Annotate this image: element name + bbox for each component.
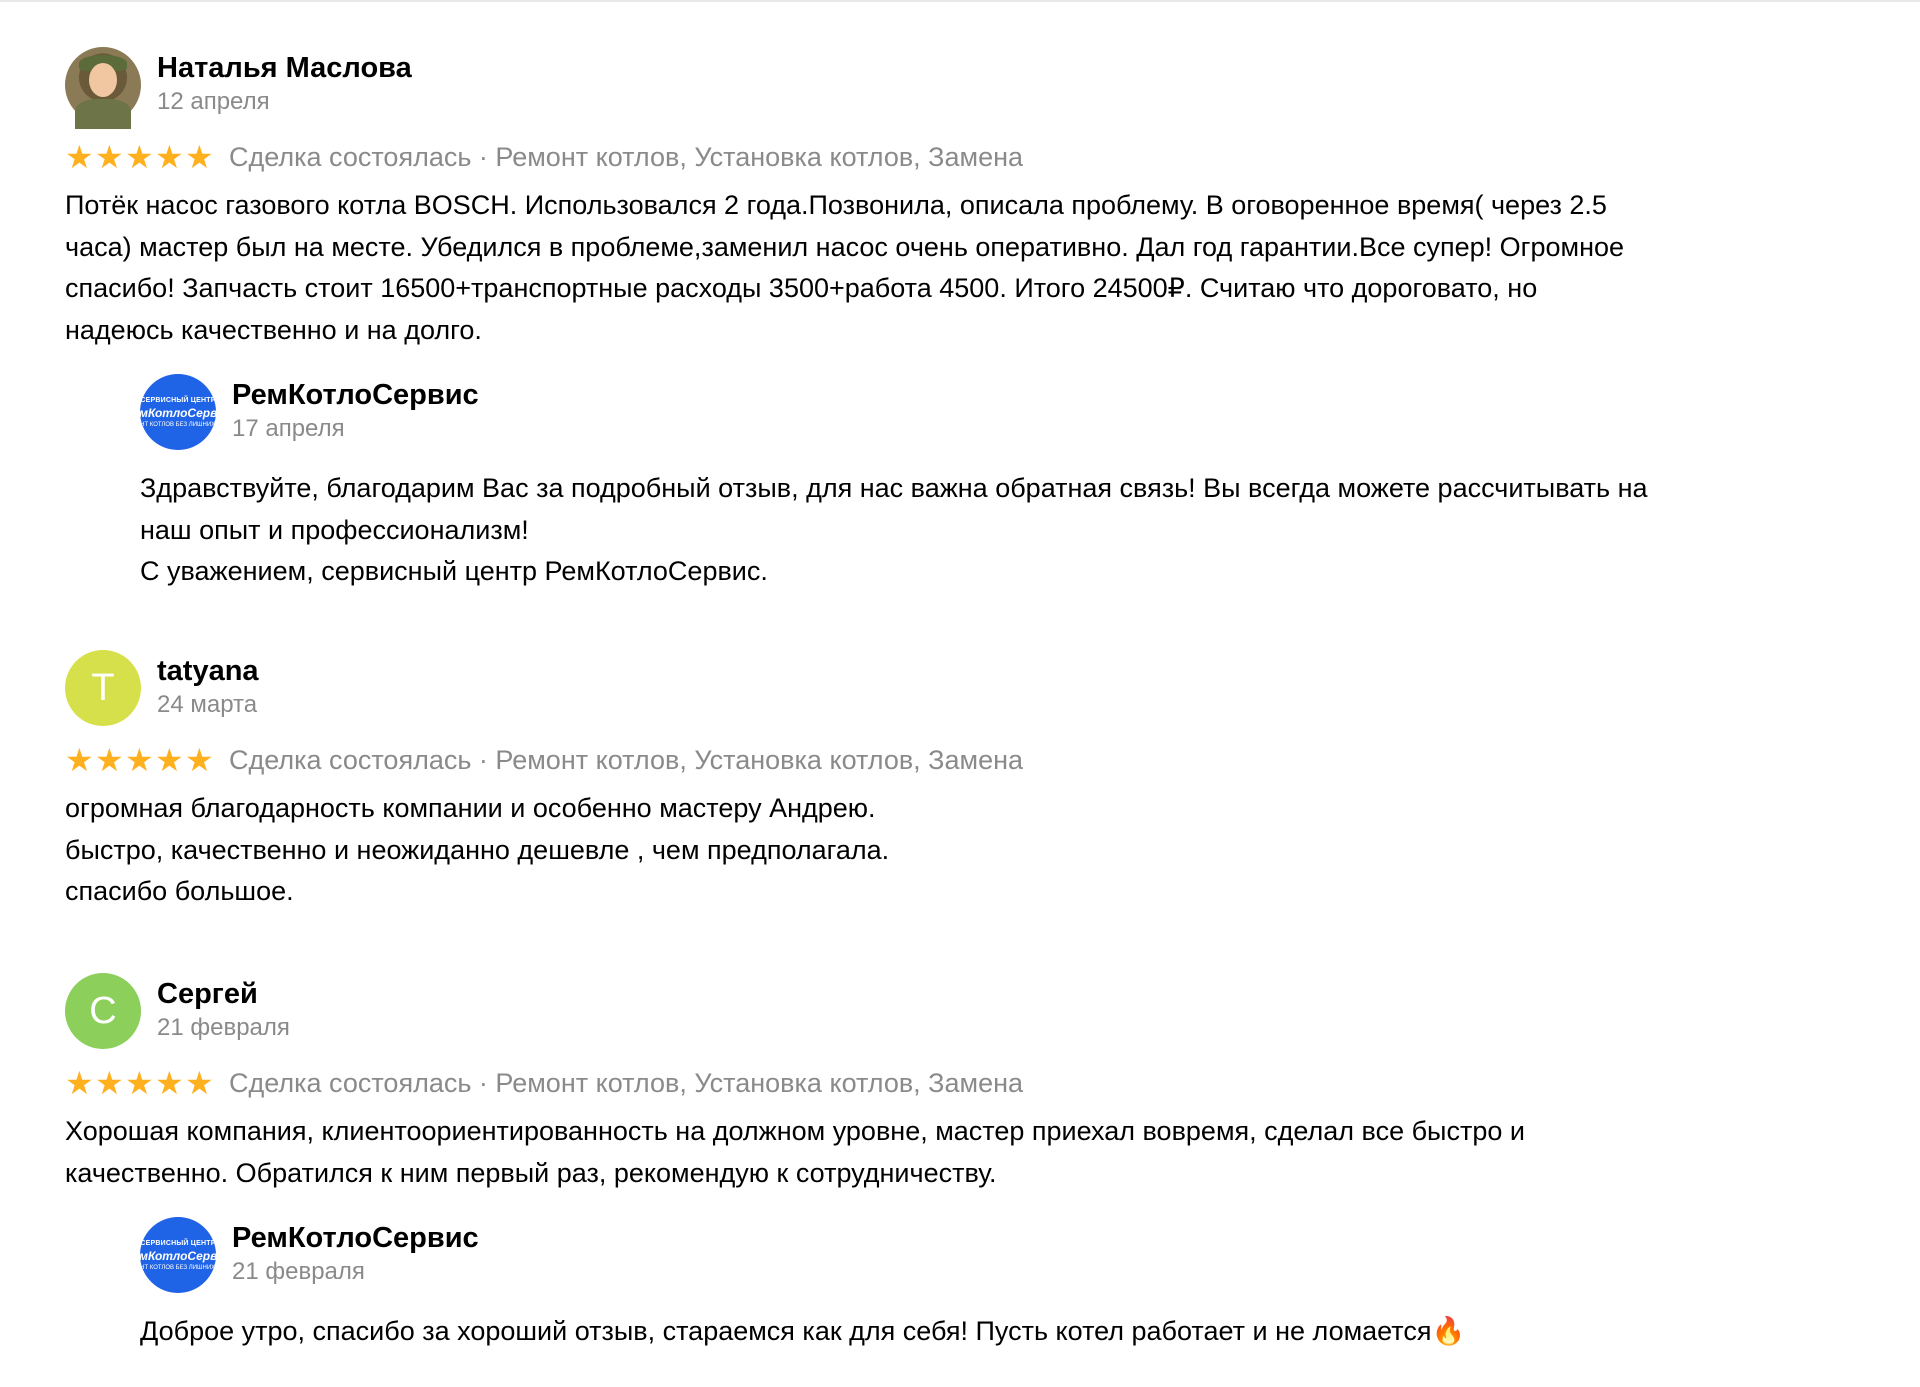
review-author-row (65, 650, 1865, 726)
review-text: огромная благодарность компании и особенно мастеру Андрею. быстро, качественно и неожиданно дешевле , чем предполагала. спасибо большое. (65, 793, 890, 906)
author-name[interactable]: Сергей (157, 978, 258, 1010)
star-icon: ★ (65, 139, 94, 175)
review-author-row (65, 973, 1865, 1049)
star-icon: ★ (155, 1065, 184, 1101)
review-date: 21 февраля (157, 1014, 290, 1041)
star-icon: ★ (125, 139, 154, 175)
star-icon: ★ (95, 742, 124, 778)
author-name[interactable]: tatyana (157, 655, 259, 687)
rating-row (65, 740, 1865, 780)
rating-row (65, 137, 1865, 177)
company-logo-avatar[interactable]: СЕРВИСНЫЙ ЦЕНТР РемКотлоСервис РЕМОНТ КОТЛОВ БЕЗ ЛИШНИХ СЛОВ (140, 1217, 216, 1293)
review-date: 24 марта (157, 691, 258, 718)
author-name[interactable]: Наталья Маслова (157, 52, 412, 84)
company-name[interactable]: РемКотлоСервис (232, 1222, 479, 1254)
star-icon: ★ (185, 1065, 214, 1101)
star-icon: ★ (65, 1065, 94, 1101)
avatar[interactable] (65, 973, 141, 1049)
company-reply (122, 1217, 1860, 1353)
star-icon: ★ (185, 139, 214, 175)
company-reply (122, 374, 1860, 593)
star-icon: ★ (155, 139, 184, 175)
review-card (65, 650, 1865, 913)
reply-text: Доброе утро, спасибо за хороший отзыв, стараемся как для себя! Пусть котел работает и не ломается🔥 (140, 1316, 1466, 1346)
star-icon: ★ (155, 742, 184, 778)
avatar[interactable] (65, 650, 141, 726)
reply-author-row (122, 1217, 1860, 1293)
star-icon: ★ (185, 742, 214, 778)
avatar[interactable] (65, 47, 141, 123)
star-rating (65, 1067, 215, 1099)
star-icon: ★ (125, 742, 154, 778)
star-rating (65, 744, 215, 776)
review-date: 12 апреля (157, 88, 270, 115)
reply-author-row (122, 374, 1860, 450)
deal-info: Сделка состоялась · Ремонт котлов, Установка котлов, Замена (229, 1067, 1024, 1098)
review-author-row (65, 47, 1865, 123)
company-logo-avatar[interactable]: СЕРВИСНЫЙ ЦЕНТР РемКотлоСервис РЕМОНТ КОТЛОВ БЕЗ ЛИШНИХ СЛОВ (140, 374, 216, 450)
review-card (65, 47, 1865, 351)
reply-date: 17 апреля (232, 415, 345, 442)
company-name[interactable]: РемКотлоСервис (232, 379, 479, 411)
rating-row (65, 1063, 1865, 1103)
reply-text: Здравствуйте, благодарим Вас за подробный отзыв, для нас важна обратная связь! Вы всегда можете рассчитывать на наш опыт и профессионализм! С уважением, сервисный центр РемКотлоСервис. (140, 473, 1648, 586)
deal-info: Сделка состоялась · Ремонт котлов, Установка котлов, Замена (229, 744, 1024, 775)
star-icon: ★ (125, 1065, 154, 1101)
star-icon: ★ (95, 1065, 124, 1101)
review-card (65, 973, 1865, 1194)
review-text: Потёк насос газового котла BOSCH. Использовался 2 года.Позвонила, описала проблему. В оговоренное время( через 2.5 часа) мастер был на месте. Убедился в проблеме,заменил насос очень оперативно. Дал год гарантии.Все супер! Огромное спасибо! Запчасть стоит 16500+транспортные расходы 3500+работа 4500. Итого 24500₽. Считаю что дороговато, но надеюсь качественно и на долго. (65, 190, 1625, 345)
star-icon: ★ (65, 742, 94, 778)
reply-date: 21 февраля (232, 1258, 365, 1285)
deal-info: Сделка состоялась · Ремонт котлов, Установка котлов, Замена (229, 141, 1024, 172)
avatar-initial: С (89, 989, 117, 1032)
star-rating (65, 141, 215, 173)
star-icon: ★ (95, 139, 124, 175)
top-divider (0, 0, 1920, 2)
review-text: Хорошая компания, клиентоориентированность на должном уровне, мастер приехал вовремя, сделал все быстро и качественно. Обратился к ним первый раз, рекомендую к сотрудничеству. (65, 1116, 1525, 1188)
avatar-initial: T (91, 666, 115, 709)
